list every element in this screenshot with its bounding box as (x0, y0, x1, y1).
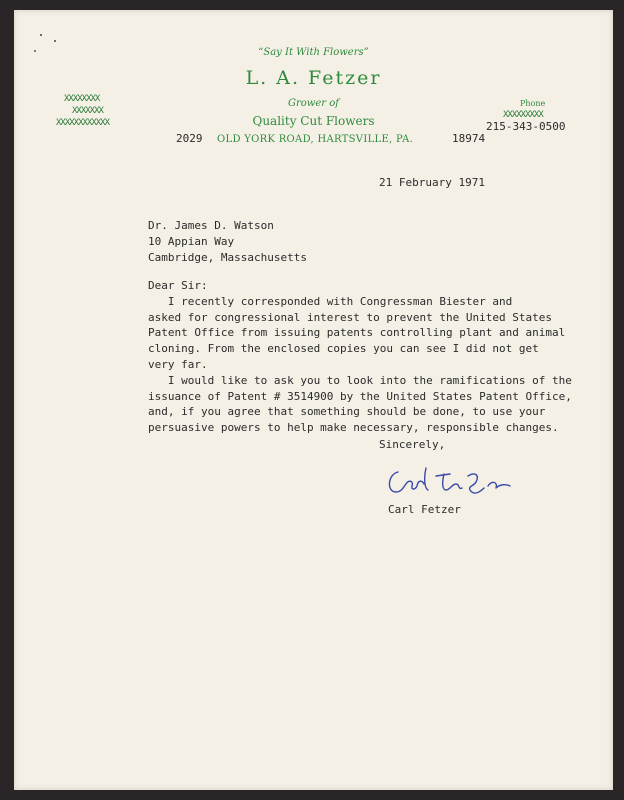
letterhead-slogan: “Say It With Flowers” (258, 47, 369, 58)
signer-name: Carl Fetzer (388, 503, 461, 516)
letter-date: 21 February 1971 (379, 176, 485, 189)
phone-number: 215-343-0500 (486, 120, 566, 133)
struck-text-1: XXXXXXXX (64, 94, 100, 104)
body-line: I recently corresponded with Congressman Biester and (148, 294, 513, 308)
recipient-line: Cambridge, Massachusetts (148, 251, 307, 264)
street-number: 2029 (176, 132, 203, 145)
salutation: Dear Sir: (148, 279, 208, 292)
zip-code: 18974 (452, 132, 486, 145)
letter-body (148, 278, 572, 436)
body-line: issuance of Patent # 3514900 by the United States Patent Office, (148, 389, 572, 403)
body-line: very far. (148, 357, 208, 371)
letter-page (14, 10, 613, 790)
body-line: persuasive powers to help make necessary, responsible changes. (148, 421, 559, 435)
phone-label: Phone (520, 99, 546, 108)
letterhead-quality: Quality Cut Flowers (252, 114, 375, 128)
letterhead-address: OLD YORK ROAD, HARTSVILLE, PA. (217, 134, 414, 145)
recipient-line: 10 Appian Way (148, 235, 235, 248)
body-line: cloning. From the enclosed copies you can see I did not get (148, 342, 539, 356)
handwritten-signature (384, 462, 524, 502)
body-line: Patent Office from issuing patents controlling plant and animal (148, 326, 566, 340)
body-line: I would like to ask you to look into the ramifications of the (148, 373, 572, 387)
recipient-line: Dr. James D. Watson (148, 219, 274, 232)
letterhead-grower: Grower of (288, 98, 339, 109)
letterhead-name: L. A. Fetzer (245, 67, 382, 89)
struck-text-2: XXXXXXX (72, 106, 103, 116)
closing: Sincerely, (379, 438, 446, 451)
recipient-address (148, 219, 307, 267)
struck-text-3: XXXXXXXXXXXX (56, 118, 110, 128)
body-line: asked for congressional interest to prevent the United States (148, 310, 552, 324)
struck-phone: XXXXXXXXX (503, 110, 543, 120)
body-line: and, if you agree that something should be done, to use your (148, 405, 546, 419)
